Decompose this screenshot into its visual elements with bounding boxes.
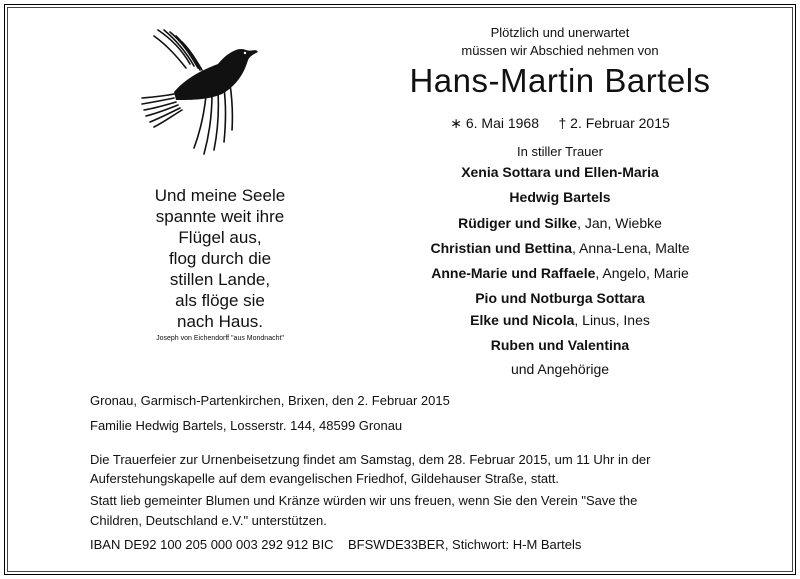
- deceased-name: Hans-Martin Bartels: [409, 62, 711, 99]
- mourner-line: Ruben und Valentina: [490, 337, 630, 353]
- poem-line: stillen Lande,: [169, 270, 271, 289]
- info-line: Statt lieb gemeinter Blumen und Kränze würden wir uns freuen, wenn Sie den Verein "Save the: [90, 493, 638, 508]
- place-date: Gronau, Garmisch-Partenkirchen, Brixen, den 2. Februar 2015: [90, 393, 450, 408]
- poem-line: als flöge sie: [175, 291, 265, 310]
- mourner-line: Elke und Nicola, Linus, Ines: [470, 312, 650, 328]
- info-line: Die Trauerfeier zur Urnenbeisetzung findet am Samstag, dem 28. Februar 2015, um 11 Uhr in der: [90, 452, 651, 467]
- mourner-line: Anne-Marie und Raffaele, Angelo, Marie: [431, 265, 689, 281]
- info-line: Auferstehungskapelle auf dem evangelischen Friedhof, Gildehauser Straße, statt.: [90, 471, 559, 486]
- info-line: Children, Deutschland e.V." unterstützen.: [90, 513, 327, 528]
- poem-source: Joseph von Eichendorff "aus Mondnacht": [156, 335, 284, 342]
- mourner-line: Christian und Bettina, Anna-Lena, Malte: [430, 240, 690, 256]
- death-date: 2. Februar 2015: [570, 115, 670, 131]
- dove-icon: [140, 28, 260, 156]
- birth-symbol: ∗: [450, 115, 462, 131]
- mourner-line: Hedwig Bartels: [509, 189, 611, 205]
- mourner-line: Pio und Notburga Sottara: [475, 290, 645, 306]
- intro-line: müssen wir Abschied nehmen von: [461, 43, 659, 58]
- mourner-line: Rüdiger und Silke, Jan, Wiebke: [458, 215, 662, 231]
- life-dates: [340, 115, 780, 132]
- poem-line: Flügel aus,: [178, 228, 262, 247]
- relatives-line: und Angehörige: [510, 361, 610, 377]
- family-address: Familie Hedwig Bartels, Losserstr. 144, 48599 Gronau: [90, 418, 403, 433]
- bank-details: IBAN DE92 100 205 000 003 292 912 BIC BFSWDE33BER, Stichwort: H-M Bartels: [90, 537, 582, 552]
- death-symbol: †: [558, 115, 567, 131]
- poem: [100, 185, 340, 332]
- intro-line: Plötzlich und unerwartet: [490, 25, 630, 40]
- poem-line: flog durch die: [168, 249, 272, 268]
- mourner-line: Xenia Sottara und Ellen-Maria: [461, 164, 659, 180]
- mourners-label: In stiller Trauer: [517, 144, 603, 159]
- poem-line: Und meine Seele: [154, 186, 286, 205]
- birth-date: 6. Mai 1968: [465, 115, 540, 131]
- poem-line: spannte weit ihre: [155, 207, 285, 226]
- poem-line: nach Haus.: [177, 312, 263, 331]
